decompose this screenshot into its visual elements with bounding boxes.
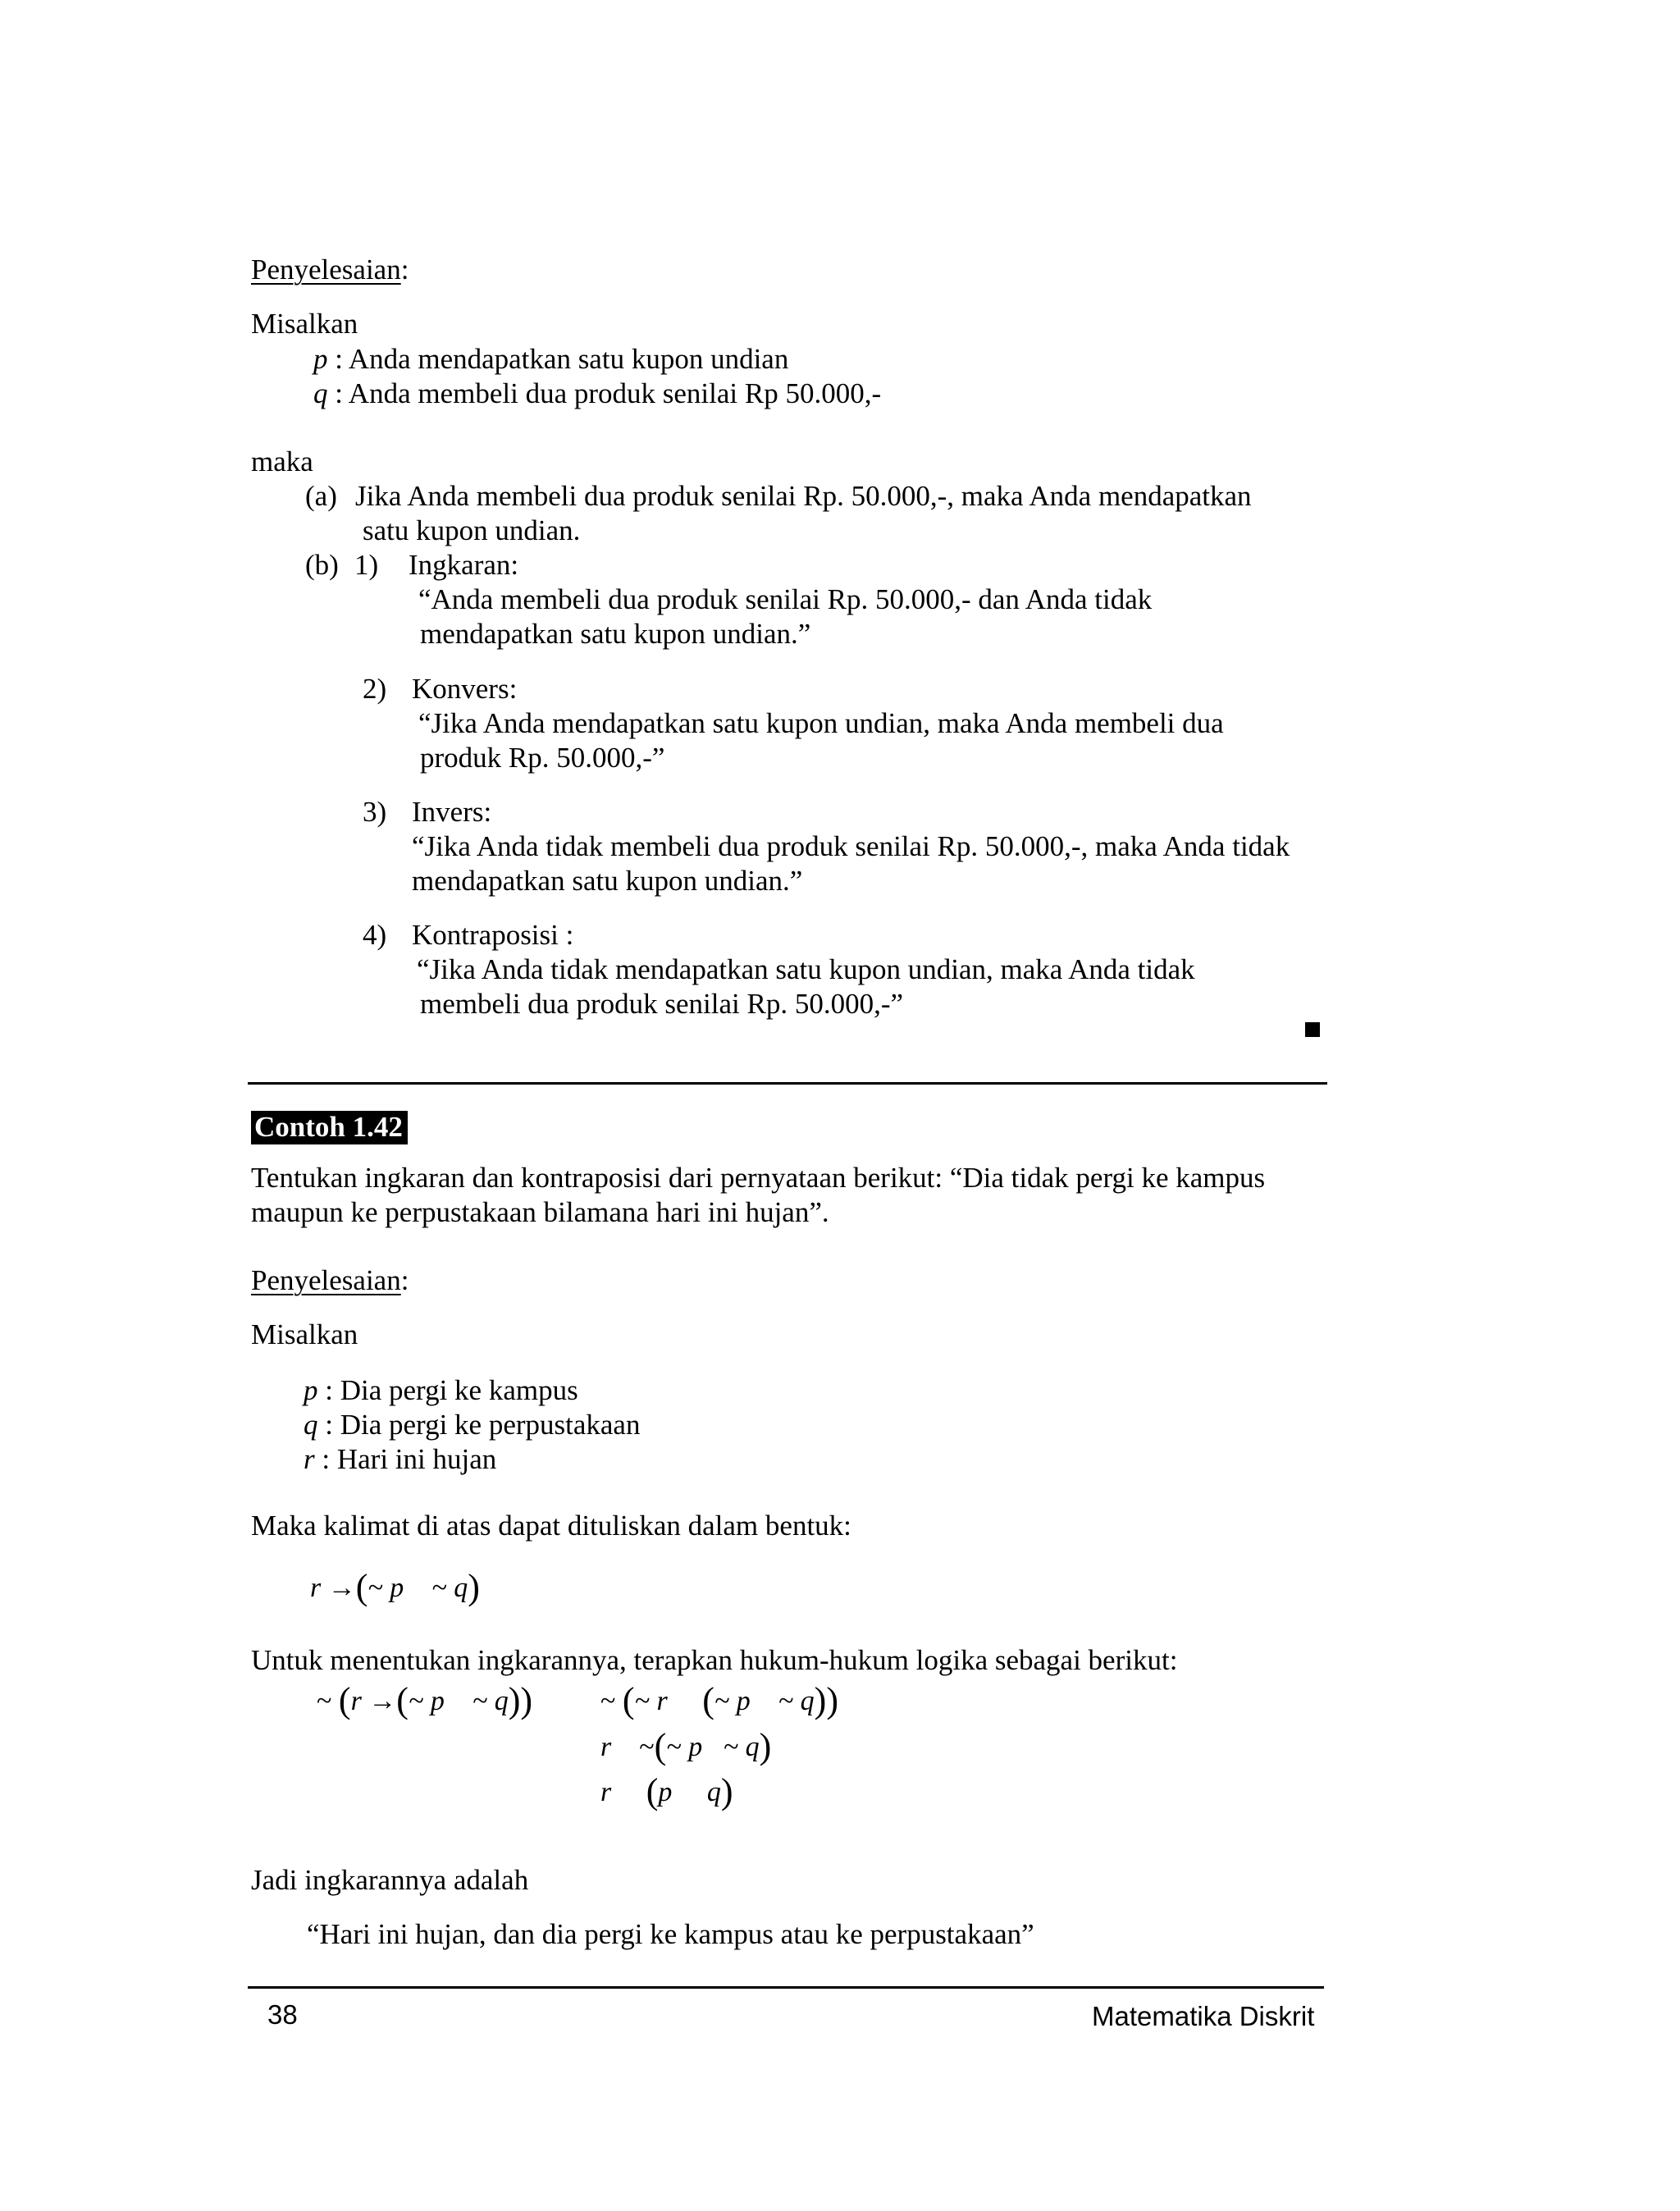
item-b2-line2: produk Rp. 50.000,-” [420, 742, 665, 774]
solution-heading: Penyelesaian: [251, 1264, 409, 1296]
conclusion-intro: Jadi ingkarannya adalah [251, 1864, 529, 1896]
page-number: 38 [267, 1999, 298, 2030]
end-of-proof-square [1305, 1022, 1320, 1037]
item-b1-line1: “Anda membeli dua produk senilai Rp. 50.000,- dan Anda tidak [418, 583, 1153, 615]
item-b2-num: 2) [363, 673, 387, 705]
item-b3-line2: mendapatkan satu kupon undian.” [412, 865, 803, 897]
negation-step-3: r (p q) [600, 1771, 733, 1811]
formula-implication: r →(~ p ~ q) [310, 1567, 480, 1607]
section-divider [248, 1082, 1327, 1085]
form-intro: Maka kalimat di atas dapat dituliskan dalam bentuk: [251, 1510, 851, 1542]
variable-p: p : Dia pergi ke kampus [304, 1374, 578, 1406]
example-question-line2: maupun ke perpustakaan bilamana hari ini hujan”. [251, 1196, 829, 1228]
item-b4-num: 4) [363, 919, 387, 951]
negation-intro: Untuk menentukan ingkarannya, terapkan hukum-hukum logika sebagai berikut: [251, 1644, 1178, 1676]
maka-label: maka [251, 445, 313, 477]
item-a-label: (a) [305, 480, 337, 512]
item-b-label: (b) [305, 549, 339, 581]
item-b4-line1: “Jika Anda tidak mendapatkan satu kupon undian, maka Anda tidak [417, 953, 1195, 985]
item-b1-num: 1) [354, 549, 379, 581]
misalkan-label: Misalkan [251, 308, 358, 340]
item-b3-title: Invers: [412, 796, 492, 828]
negation-step-1: ~ (~ r (~ p ~ q)) [600, 1680, 838, 1720]
item-b2-line1: “Jika Anda mendapatkan satu kupon undian, maka Anda membeli dua [418, 707, 1224, 739]
negation-lhs: ~ (r →(~ p ~ q)) [317, 1680, 533, 1720]
item-a-line2: satu kupon undian. [363, 514, 581, 546]
variable-p: p : Anda mendapatkan satu kupon undian [313, 343, 789, 375]
item-b4-title: Kontraposisi : [412, 919, 574, 951]
example-question-line1: Tentukan ingkaran dan kontraposisi dari pernyataan berikut: “Dia tidak pergi ke kampus [251, 1162, 1266, 1194]
variable-r: r : Hari ini hujan [304, 1443, 497, 1475]
conclusion-text: “Hari ini hujan, dan dia pergi ke kampus atau ke perpustakaan” [307, 1918, 1034, 1950]
variable-q: q : Dia pergi ke perpustakaan [304, 1409, 641, 1441]
footer-rule [248, 1986, 1324, 1989]
item-b3-line1: “Jika Anda tidak membeli dua produk senilai Rp. 50.000,-, maka Anda tidak [412, 830, 1290, 862]
misalkan-label: Misalkan [251, 1318, 358, 1350]
item-b3-num: 3) [363, 796, 387, 828]
item-a-line1: Jika Anda membeli dua produk senilai Rp. 50.000,-, maka Anda mendapatkan [355, 480, 1252, 512]
item-b1-title: Ingkaran: [409, 549, 519, 581]
example-badge: Contoh 1.42 [251, 1111, 408, 1144]
item-b4-line2: membeli dua produk senilai Rp. 50.000,-” [420, 988, 904, 1020]
book-title: Matematika Diskrit [1092, 2001, 1315, 2031]
variable-q: q : Anda membeli dua produk senilai Rp 50.000,- [313, 377, 882, 409]
negation-step-2: r ~(~ p ~ q) [600, 1726, 772, 1766]
solution-heading: Penyelesaian: [251, 254, 409, 286]
item-b2-title: Konvers: [412, 673, 518, 705]
item-b1-line2: mendapatkan satu kupon undian.” [420, 618, 811, 650]
